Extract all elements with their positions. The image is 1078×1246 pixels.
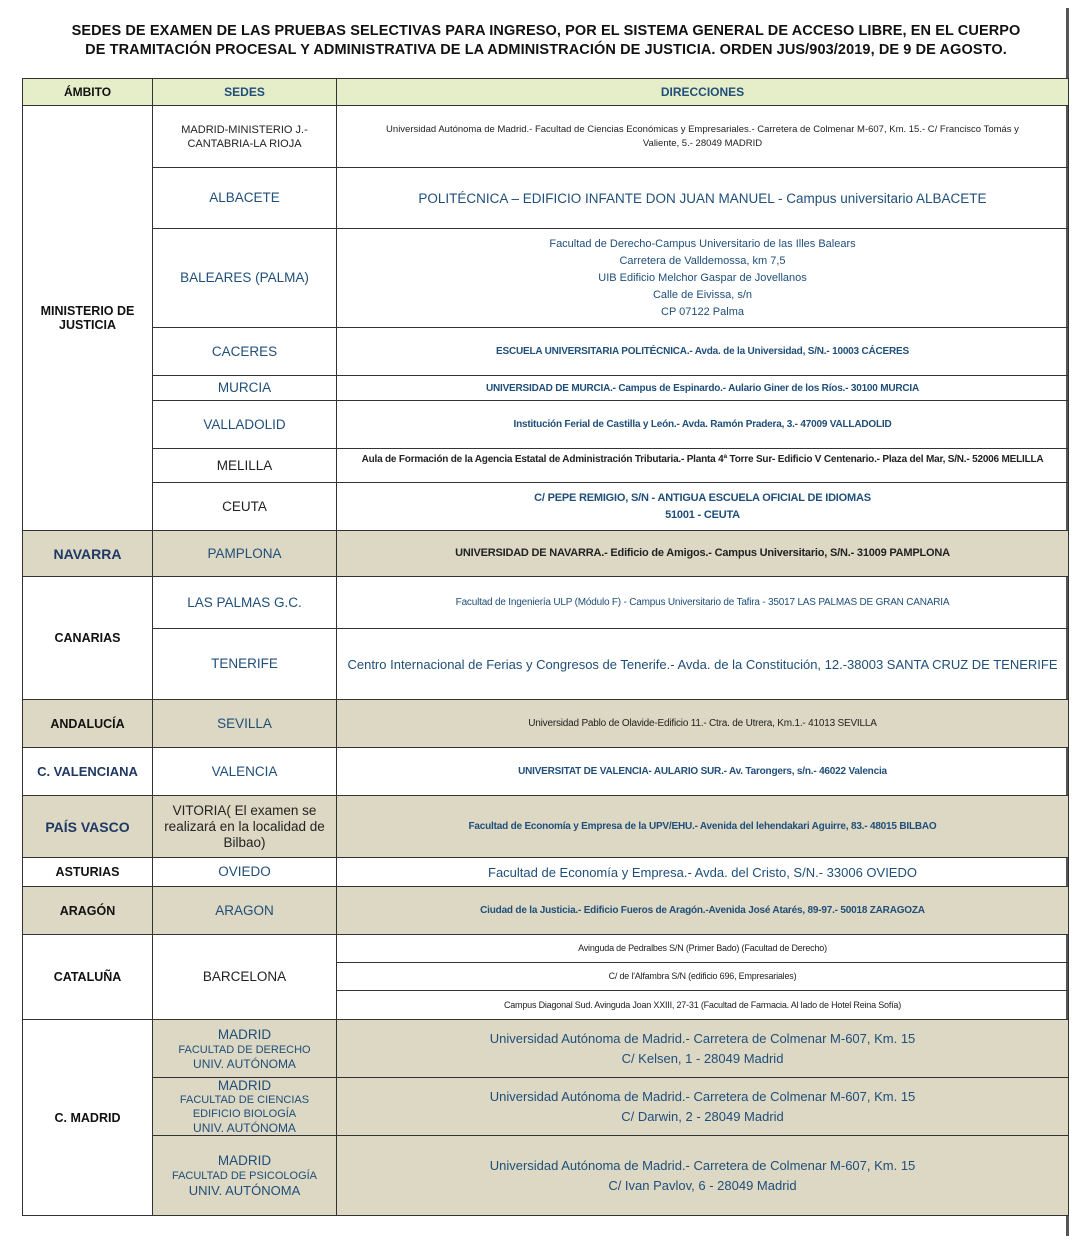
table-row [23,531,1069,577]
header-ambito: ÁMBITO [23,79,153,106]
dir-las-palmas: Facultad de Ingeniería ULP (Módulo F) - Campus Universitario de Tafira - 35017 LAS PALMAS DE GRAN CANARIA [337,577,1069,629]
table-row [23,449,1069,483]
dir-murcia: UNIVERSIDAD DE MURCIA.- Campus de Espinardo.- Aulario Giner de los Ríos.- 30100 MURCIA [337,376,1069,401]
dir-madrid-psicologia: Universidad Autónoma de Madrid.- Carretera de Colmenar M-607, Km. 15 C/ Ivan Pavlov, 6 - 28049 Madrid [337,1136,1069,1216]
table-header-row [23,79,1069,106]
sede-valencia: VALENCIA [153,748,337,796]
table-row [23,106,1069,168]
dir-madrid-ministerio: Universidad Autónoma de Madrid.- Facultad de Ciencias Económicas y Empresariales.- Carretera de Colmenar M-607, Km. 15.- C/ Francisco Tomás y Valiente, 5.- 28049 MADRID [337,106,1069,168]
sede-tenerife: TENERIFE [153,629,337,700]
sede-madrid-ministerio: MADRID-MINISTERIO J.- CANTABRIA-LA RIOJA [153,106,337,168]
dir-tenerife: Centro Internacional de Ferias y Congresos de Tenerife.- Avda. de la Constitución, 12.-38003 SANTA CRUZ DE TENERIFE [337,629,1069,700]
sede-madrid-ciencias: MADRID FACULTAD DE CIENCIAS EDIFICIO BIOLOGÍA UNIV. AUTÓNOMA [153,1078,337,1136]
dir-oviedo: Facultad de Economía y Empresa.- Avda. del Cristo, S/N.- 33006 OVIEDO [337,858,1069,887]
table-row [23,1020,1069,1078]
dir-bilbao: Facultad de Economía y Empresa de la UPV/EHU.- Avenida del lehendakari Aguirre, 83.- 48015 BILBAO [337,796,1069,858]
ambito-cataluna: CATALUÑA [23,935,153,1020]
sede-las-palmas: LAS PALMAS G.C. [153,577,337,629]
ambito-pais-vasco: PAÍS VASCO [23,796,153,858]
sede-sevilla: SEVILLA [153,700,337,748]
dir-melilla: Aula de Formación de la Agencia Estatal de Administración Tributaria.- Planta 4ª Torre Sur- Edificio V Centenario.- Plaza del Mar, S/N.- 52006 MELILLA [337,449,1069,483]
sede-oviedo: OVIEDO [153,858,337,887]
ambito-valenciana: C. VALENCIANA [23,748,153,796]
table-row [23,629,1069,700]
ambito-aragon: ARAGÓN [23,887,153,935]
dir-ceuta: C/ PEPE REMIGIO, S/N - ANTIGUA ESCUELA OFICIAL DE IDIOMAS 51001 - CEUTA [337,483,1069,531]
table-row [23,935,1069,963]
ambito-andalucia: ANDALUCÍA [23,700,153,748]
dir-sevilla: Universidad Pablo de Olavide-Edificio 11.- Ctra. de Utrera, Km.1.- 41013 SEVILLA [337,700,1069,748]
sede-valladolid: VALLADOLID [153,401,337,449]
sede-vitoria: VITORIA( El examen se realizará en la localidad de Bilbao) [153,796,337,858]
dir-madrid-ciencias: Universidad Autónoma de Madrid.- Carretera de Colmenar M-607, Km. 15 C/ Darwin, 2 - 28049 Madrid [337,1078,1069,1136]
dir-pamplona: UNIVERSIDAD DE NAVARRA.- Edificio de Amigos.- Campus Universitario, S/N.- 31009 PAMPLONA [337,531,1069,577]
sede-aragon: ARAGON [153,887,337,935]
sede-barcelona: BARCELONA [153,935,337,1020]
ambito-madrid: C. MADRID [23,1020,153,1216]
table-row [23,1078,1069,1136]
page-title [22,22,1070,60]
dir-zaragoza: Ciudad de la Justicia.- Edificio Fueros de Aragón.-Avenida José Atarés, 89-97.- 50018 ZARAGOZA [337,887,1069,935]
sede-pamplona: PAMPLONA [153,531,337,577]
dir-madrid-derecho: Universidad Autónoma de Madrid.- Carretera de Colmenar M-607, Km. 15 C/ Kelsen, 1 - 28049 Madrid [337,1020,1069,1078]
table-row [23,748,1069,796]
exam-venues-table [22,78,1069,1216]
title-line-1: SEDES DE EXAMEN DE LAS PRUEBAS SELECTIVAS PARA INGRESO, POR EL SISTEMA GENERAL DE ACCESO LIBRE, EN EL CUERPO [71,23,1021,39]
table-row [23,1136,1069,1216]
table-row [23,376,1069,401]
table-row [23,796,1069,858]
sede-caceres: CACERES [153,328,337,376]
table-row [23,887,1069,935]
sede-madrid-psicologia: MADRID FACULTAD DE PSICOLOGÍA UNIV. AUTÓNOMA [153,1136,337,1216]
dir-barcelona-1: Avinguda de Pedralbes S/N (Primer Bado) (Facultad de Derecho) [337,935,1069,963]
dir-baleares: Facultad de Derecho-Campus Universitario de las Illes Balears Carretera de Valldemossa, km 7,5 UIB Edificio Melchor Gaspar de Jovellanos Calle de Eivissa, s/n CP 07122 Palma [337,229,1069,328]
table-row [23,168,1069,229]
ambito-asturias: ASTURIAS [23,858,153,887]
table-row [23,328,1069,376]
table-row [23,401,1069,449]
sede-baleares: BALEARES (PALMA) [153,229,337,328]
header-direcciones: DIRECCIONES [337,79,1069,106]
dir-barcelona-3: Campus Diagonal Sud. Avinguda Joan XXIII, 27-31 (Facultad de Farmacia. Al lado de Hotel Reina Sofía) [337,991,1069,1020]
ambito-ministerio: MINISTERIO DE JUSTICIA [23,106,153,531]
dir-valencia: UNIVERSITAT DE VALENCIA- AULARIO SUR.- Av. Tarongers, s/n.- 46022 Valencia [337,748,1069,796]
header-sedes: SEDES [153,79,337,106]
sede-murcia: MURCIA [153,376,337,401]
sede-albacete: ALBACETE [153,168,337,229]
title-line-2: DE TRAMITACIÓN PROCESAL Y ADMINISTRATIVA DE LA ADMINISTRACIÓN DE JUSTICIA. ORDEN JUS/903/2019, DE 9 DE AGOSTO. [85,42,1007,58]
sede-madrid-derecho: MADRID FACULTAD DE DERECHO UNIV. AUTÓNOMA [153,1020,337,1078]
table-row [23,483,1069,531]
ambito-navarra: NAVARRA [23,531,153,577]
table-row [23,700,1069,748]
table-row [23,229,1069,328]
dir-caceres: ESCUELA UNIVERSITARIA POLITÉCNICA.- Avda. de la Universidad, S/N.- 10003 CÁCERES [337,328,1069,376]
dir-valladolid: Institución Ferial de Castilla y León.- Avda. Ramón Pradera, 3.- 47009 VALLADOLID [337,401,1069,449]
ambito-canarias: CANARIAS [23,577,153,700]
sede-melilla: MELILLA [153,449,337,483]
table-row [23,577,1069,629]
dir-barcelona-2: C/ de l'Alfambra S/N (edificio 696, Empresariales) [337,963,1069,991]
table-row [23,858,1069,887]
dir-albacete: POLITÉCNICA – EDIFICIO INFANTE DON JUAN MANUEL - Campus universitario ALBACETE [337,168,1069,229]
sede-ceuta: CEUTA [153,483,337,531]
